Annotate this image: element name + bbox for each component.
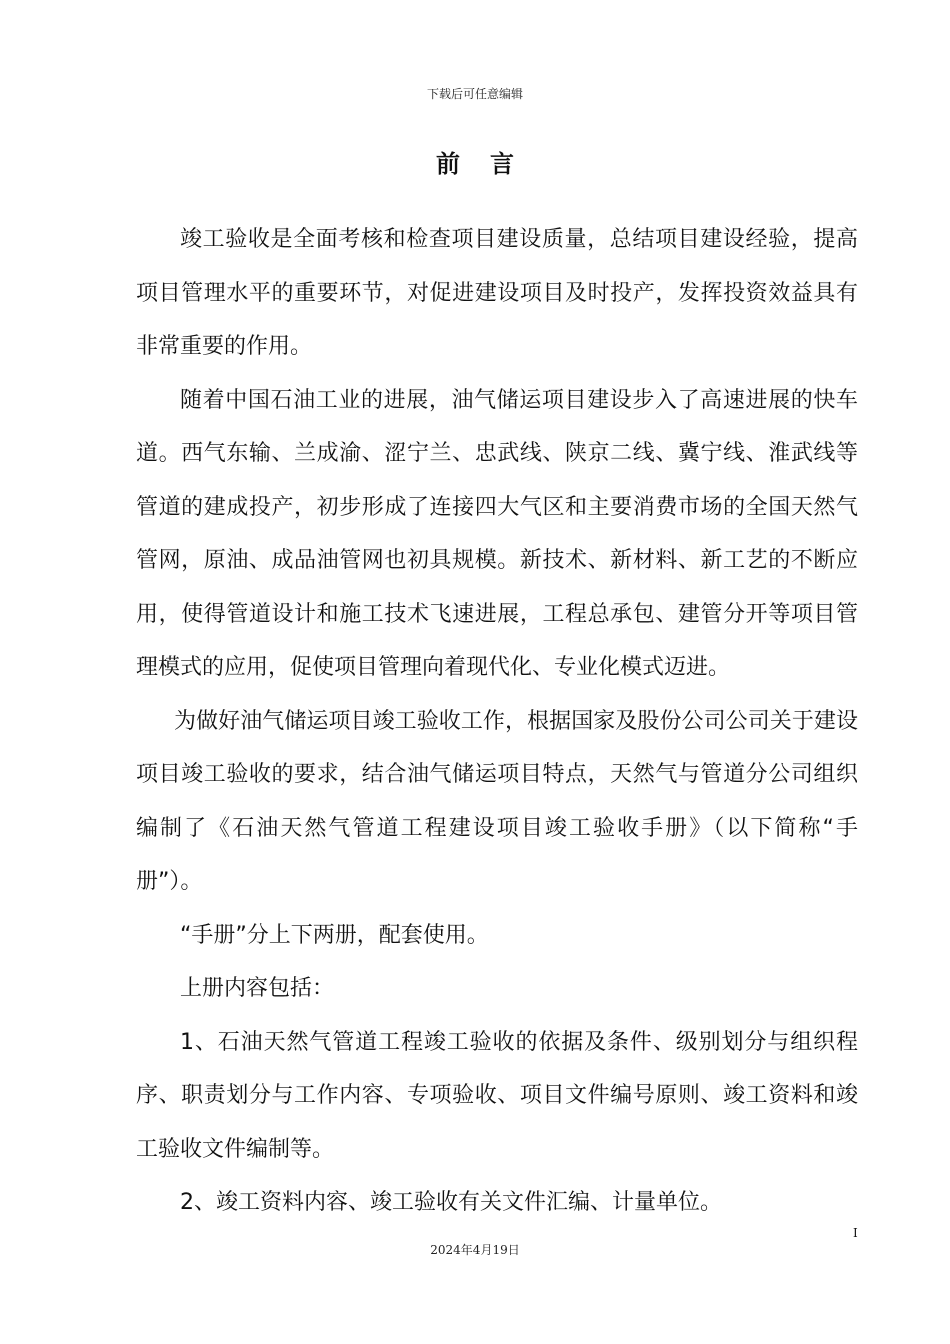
list-item: 2、竣工资料内容、竣工验收有关文件汇编、计量单位。 [180,1190,722,1215]
paragraph: 上册内容包括： [180,976,335,1001]
document-body [136,213,858,1230]
list-item: 1、石油天然气管道工程竣工验收的依据及条件、级别划分与组织程序、职责划分与工作内容、专项验收、项目文件编号原则、竣工资料和竣工验收文件编制等。 [136,1029,858,1162]
page-title: 前言 [436,150,544,178]
paragraph: 随着中国石油工业的进展，油气储运项目建设步入了高速进展的快车道。西气东输、兰成渝、涩宁兰、忠武线、陕京二线、冀宁线、淮武线等管道的建成投产，初步形成了连接四大气区和主要消费市场的全国天然气管网，原油、成品油管网也初具规模。新技术、新材料、新工艺的不断应用，使得管道设计和施工技术飞速进展，工程总承包、建管分开等项目管理模式的应用，促使项目管理向着现代化、专业化模式迈进。 [136,387,858,680]
paragraph: 竣工验收是全面考核和检查项目建设质量，总结项目建设经验，提高项目管理水平的重要环节，对促进建设项目及时投产，发挥投资效益具有非常重要的作用。 [136,227,858,359]
page-header-note: 下载后可任意编辑 [426,87,523,101]
paragraph: “手册”分上下两册，配套使用。 [180,922,489,948]
page-number: I [853,1226,858,1240]
paragraph: 为做好油气储运项目竣工验收工作，根据国家及股份公司公司关于建设项目竣工验收的要求，结合油气储运项目特点，天然气与管道分公司组织编制了《石油天然气管道工程建设项目竣工验收手册》（以下简称“手册”）。 [136,708,858,894]
footer-date: 2024年4月19日 [430,1243,520,1257]
